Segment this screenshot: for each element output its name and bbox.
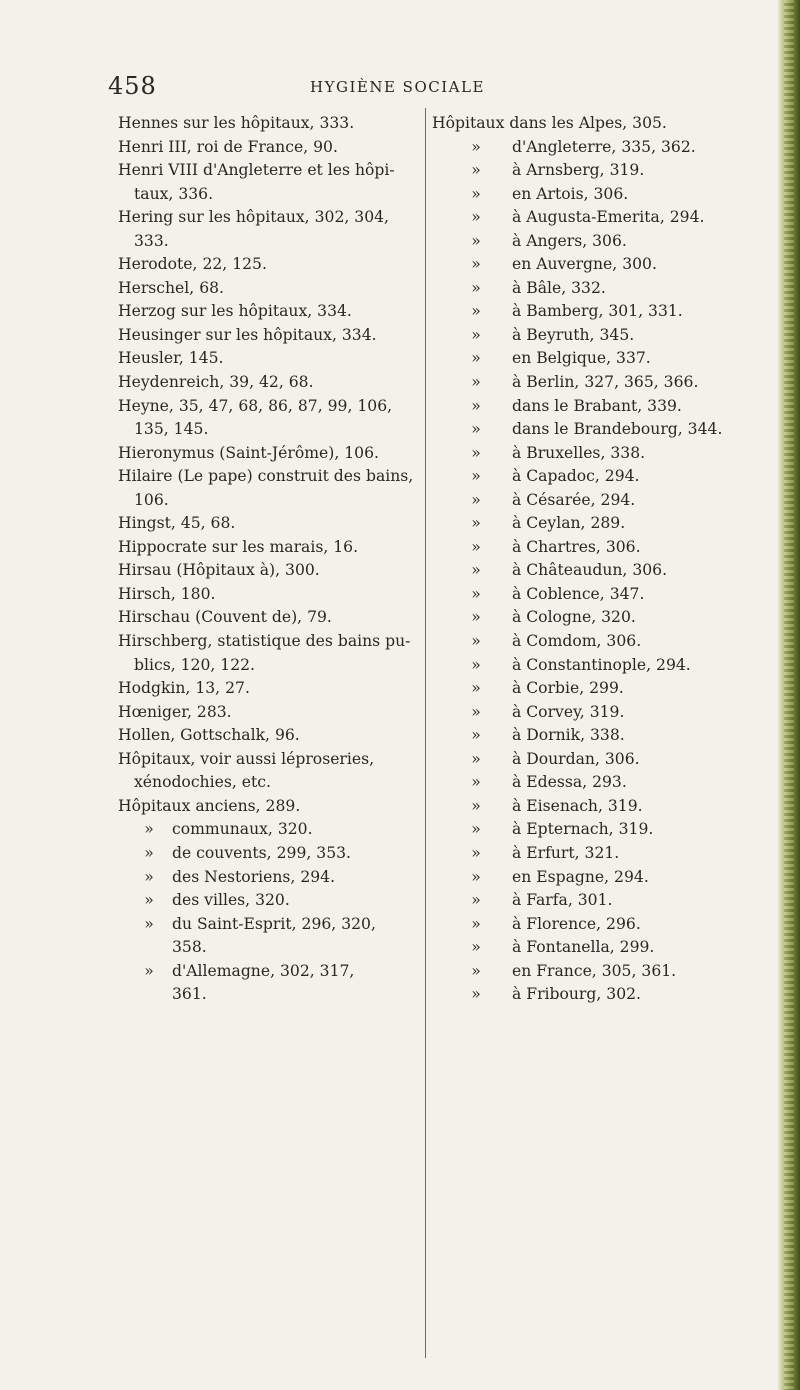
index-entry — [118, 889, 418, 913]
index-entry-text: Hôpitaux dans les Alpes, 305. — [432, 114, 667, 132]
index-entry — [118, 559, 418, 583]
index-entry — [118, 277, 418, 301]
index-entry-text: 333. — [134, 231, 169, 250]
index-entry-text: d'Allemagne, 302, 317, — [172, 961, 355, 980]
ditto-mark: » — [471, 843, 481, 862]
index-entry — [432, 183, 762, 207]
ditto-mark: » — [471, 373, 481, 392]
index-entry — [118, 630, 418, 654]
index-entry — [118, 512, 418, 536]
index-entry-text: à Chartres, 306. — [512, 537, 641, 556]
index-entry-text: Hollen, Gottschalk, 96. — [118, 726, 300, 745]
index-entry-text: de couvents, 299, 353. — [172, 843, 351, 862]
index-entry — [432, 300, 762, 324]
index-entry-text: à Berlin, 327, 365, 366. — [512, 373, 699, 392]
index-entry — [118, 983, 418, 1007]
index-entry — [432, 277, 762, 301]
ditto-mark: » — [471, 584, 481, 603]
ditto-mark: » — [471, 749, 481, 768]
index-entry — [118, 701, 418, 725]
index-entry-text: Hœniger, 283. — [118, 702, 232, 721]
index-entry-text: Hirsau (Hôpitaux à), 300. — [118, 561, 320, 580]
index-entry-text: en Auvergne, 300. — [512, 255, 657, 274]
index-entry — [118, 677, 418, 701]
index-entry — [432, 866, 762, 890]
index-entry-text: Hirsch, 180. — [118, 584, 216, 603]
index-entry — [118, 230, 418, 254]
index-entry-text: à Césarée, 294. — [512, 490, 636, 509]
index-entry-text: 361. — [172, 985, 207, 1004]
ditto-mark: » — [471, 396, 481, 415]
index-entry-text: Hering sur les hôpitaux, 302, 304, — [118, 208, 389, 227]
index-entry — [118, 371, 418, 395]
index-entry — [118, 206, 418, 230]
index-entry-text: Heyne, 35, 47, 68, 86, 87, 99, 106, — [118, 396, 393, 415]
index-entry — [432, 559, 762, 583]
index-entry — [432, 936, 762, 960]
index-entry-text: à Ceylan, 289. — [512, 514, 626, 533]
ditto-mark: » — [471, 867, 481, 886]
index-entry — [432, 347, 762, 371]
index-entry-text: blics, 120, 122. — [134, 655, 256, 674]
index-entry — [432, 512, 762, 536]
index-entry — [432, 536, 762, 560]
index-entry — [432, 960, 762, 984]
ditto-mark: » — [471, 632, 481, 651]
ditto-mark: » — [144, 843, 154, 862]
index-entry — [432, 818, 762, 842]
index-entry-text: taux, 336. — [134, 184, 214, 203]
index-entry-text: Henri VIII d'Angleterre et les hôpi- — [118, 161, 395, 180]
index-entry-text: Hennes sur les hôpitaux, 333. — [118, 114, 355, 132]
ditto-mark: » — [471, 467, 481, 486]
index-entry-text: Heusler, 145. — [118, 349, 224, 368]
ditto-mark: » — [471, 490, 481, 509]
ditto-mark: » — [144, 914, 154, 933]
index-entry — [432, 442, 762, 466]
index-entry — [118, 866, 418, 890]
ditto-mark: » — [471, 443, 481, 462]
index-entry-text: Hieronymus (Saint-Jérôme), 106. — [118, 443, 379, 462]
index-entry-text: à Dourdan, 306. — [512, 749, 640, 768]
index-entry — [118, 771, 418, 795]
index-entry-text: Hilaire (Le pape) construit des bains, — [118, 467, 414, 486]
index-entry-text: du Saint-Esprit, 296, 320, — [172, 914, 376, 933]
index-entry-text: à Châteaudun, 306. — [512, 561, 668, 580]
index-column-right — [432, 112, 762, 1007]
index-entry — [118, 300, 418, 324]
ditto-mark: » — [144, 820, 154, 839]
index-entry-text: Heydenreich, 39, 42, 68. — [118, 373, 314, 392]
index-entry-text: à Coblence, 347. — [512, 584, 645, 603]
index-entry-text: à Bruxelles, 338. — [512, 443, 646, 462]
ditto-mark: » — [471, 914, 481, 933]
index-entry-text: Hôpitaux, voir aussi léproseries, — [118, 749, 375, 768]
index-entry-text: en France, 305, 361. — [512, 961, 677, 980]
index-entry-text: dans le Brandebourg, 344. — [512, 420, 723, 439]
index-entry — [118, 347, 418, 371]
index-entry — [118, 112, 418, 136]
ditto-mark: » — [471, 655, 481, 674]
ditto-mark: » — [471, 726, 481, 745]
ditto-mark: » — [471, 561, 481, 580]
ditto-mark: » — [144, 891, 154, 910]
index-entry — [432, 842, 762, 866]
ditto-mark: » — [471, 255, 481, 274]
index-entry — [118, 842, 418, 866]
index-entry — [432, 324, 762, 348]
index-entry-text: 358. — [172, 938, 207, 957]
column-divider — [425, 108, 426, 1358]
index-entry — [118, 795, 418, 819]
index-entry-text: à Edessa, 293. — [512, 773, 627, 792]
index-entry — [432, 253, 762, 277]
index-entry — [432, 654, 762, 678]
ditto-mark: » — [471, 608, 481, 627]
index-entry-text: à Arnsberg, 319. — [512, 161, 645, 180]
index-entry — [432, 795, 762, 819]
ditto-mark: » — [471, 961, 481, 980]
index-entry-text: à Augusta-Emerita, 294. — [512, 208, 705, 227]
ditto-mark: » — [471, 420, 481, 439]
index-entry-text: Hingst, 45, 68. — [118, 514, 236, 533]
ditto-mark: » — [471, 302, 481, 321]
index-entry-text: Hôpitaux anciens, 289. — [118, 796, 301, 815]
page-header — [0, 72, 780, 102]
index-entry — [118, 913, 418, 937]
index-entry — [118, 489, 418, 513]
index-entry — [432, 371, 762, 395]
index-entry — [118, 583, 418, 607]
index-entry-text: à Epternach, 319. — [512, 820, 654, 839]
index-entry-text: Herzog sur les hôpitaux, 334. — [118, 302, 352, 321]
index-entry — [432, 606, 762, 630]
ditto-mark: » — [471, 938, 481, 957]
ditto-mark: » — [471, 820, 481, 839]
ditto-mark: » — [471, 208, 481, 227]
ditto-mark: » — [471, 349, 481, 368]
index-entry-text: 135, 145. — [134, 420, 209, 439]
index-entry-text: Hirschau (Couvent de), 79. — [118, 608, 332, 627]
ditto-mark: » — [471, 231, 481, 250]
ditto-mark: » — [471, 514, 481, 533]
index-entry-text: à Eisenach, 319. — [512, 796, 643, 815]
index-entry — [432, 748, 762, 772]
index-entry — [432, 677, 762, 701]
index-entry — [432, 701, 762, 725]
index-entry-text: des Nestoriens, 294. — [172, 867, 336, 886]
ditto-mark: » — [471, 985, 481, 1004]
index-entry-text: à Cologne, 320. — [512, 608, 636, 627]
index-entry — [432, 465, 762, 489]
index-entry-text: à Dornik, 338. — [512, 726, 625, 745]
index-entry — [432, 889, 762, 913]
ditto-mark: » — [471, 161, 481, 180]
index-entry — [118, 748, 418, 772]
ditto-mark: » — [144, 867, 154, 886]
ditto-mark: » — [144, 961, 154, 980]
index-entry — [118, 324, 418, 348]
index-entry — [118, 136, 418, 160]
index-entry-text: Hodgkin, 13, 27. — [118, 679, 250, 698]
index-column-left — [118, 112, 418, 1007]
index-entry — [118, 418, 418, 442]
index-entry-text: à Farfa, 301. — [512, 891, 613, 910]
index-entry — [432, 489, 762, 513]
ditto-mark: » — [471, 679, 481, 698]
ditto-mark: » — [471, 278, 481, 297]
index-entry-text: Henri III, roi de France, 90. — [118, 137, 338, 156]
ditto-mark: » — [471, 184, 481, 203]
index-entry — [432, 724, 762, 748]
index-entry-text: Hippocrate sur les marais, 16. — [118, 537, 359, 556]
index-entry-text: des villes, 320. — [172, 891, 290, 910]
index-entry — [118, 465, 418, 489]
index-entry — [432, 418, 762, 442]
page-edge-binding — [778, 0, 800, 1390]
index-entry-text: en Artois, 306. — [512, 184, 629, 203]
index-entry — [432, 583, 762, 607]
ditto-mark: » — [471, 702, 481, 721]
index-entry — [432, 159, 762, 183]
ditto-mark: » — [471, 537, 481, 556]
index-entry-text: à Angers, 306. — [512, 231, 627, 250]
index-entry-text: Hirschberg, statistique des bains pu- — [118, 632, 411, 651]
index-entry — [118, 606, 418, 630]
index-entry — [118, 536, 418, 560]
index-entry-text: à Bamberg, 301, 331. — [512, 302, 683, 321]
index-entry — [118, 818, 418, 842]
index-entry — [432, 983, 762, 1007]
index-entry-text: 106. — [134, 490, 169, 509]
index-entry-text: Herodote, 22, 125. — [118, 255, 267, 274]
index-entry — [432, 112, 762, 136]
index-entry — [118, 395, 418, 419]
index-entry-text: d'Angleterre, 335, 362. — [512, 137, 696, 156]
index-entry-text: dans le Brabant, 339. — [512, 396, 682, 415]
index-entry-text: en Belgique, 337. — [512, 349, 651, 368]
index-entry — [432, 136, 762, 160]
index-entry-text: à Fribourg, 302. — [512, 985, 641, 1004]
index-entry-text: à Constantinople, 294. — [512, 655, 691, 674]
page-number: 458 — [108, 72, 157, 100]
index-entry-text: en Espagne, 294. — [512, 867, 649, 886]
index-entry-text: à Corvey, 319. — [512, 702, 625, 721]
index-entry — [432, 230, 762, 254]
index-entry — [432, 395, 762, 419]
index-entry — [118, 960, 418, 984]
index-entry — [432, 913, 762, 937]
index-entry-text: Heusinger sur les hôpitaux, 334. — [118, 325, 377, 344]
index-entry-text: xénodochies, etc. — [134, 773, 271, 792]
ditto-mark: » — [471, 773, 481, 792]
running-head: HYGIÈNE SOCIALE — [310, 78, 485, 96]
index-entry-text: à Fontanella, 299. — [512, 938, 655, 957]
index-entry — [432, 771, 762, 795]
index-entry — [118, 253, 418, 277]
ditto-mark: » — [471, 325, 481, 344]
index-entry-text: à Erfurt, 321. — [512, 843, 620, 862]
index-entry — [118, 654, 418, 678]
index-entry — [432, 206, 762, 230]
index-entry — [118, 183, 418, 207]
index-entry — [118, 724, 418, 748]
index-entry-text: communaux, 320. — [172, 820, 313, 839]
index-entry-text: à Corbie, 299. — [512, 679, 624, 698]
index-entry — [118, 936, 418, 960]
index-entry — [432, 630, 762, 654]
index-entry-text: Herschel, 68. — [118, 278, 224, 297]
index-entry-text: à Beyruth, 345. — [512, 325, 635, 344]
index-entry — [118, 442, 418, 466]
index-entry-text: à Bâle, 332. — [512, 278, 606, 297]
index-entry — [118, 159, 418, 183]
index-entry-text: à Florence, 296. — [512, 914, 641, 933]
ditto-mark: » — [471, 137, 481, 156]
index-entry-text: à Comdom, 306. — [512, 632, 642, 651]
index-entry-text: à Capadoc, 294. — [512, 467, 640, 486]
ditto-mark: » — [471, 891, 481, 910]
ditto-mark: » — [471, 796, 481, 815]
